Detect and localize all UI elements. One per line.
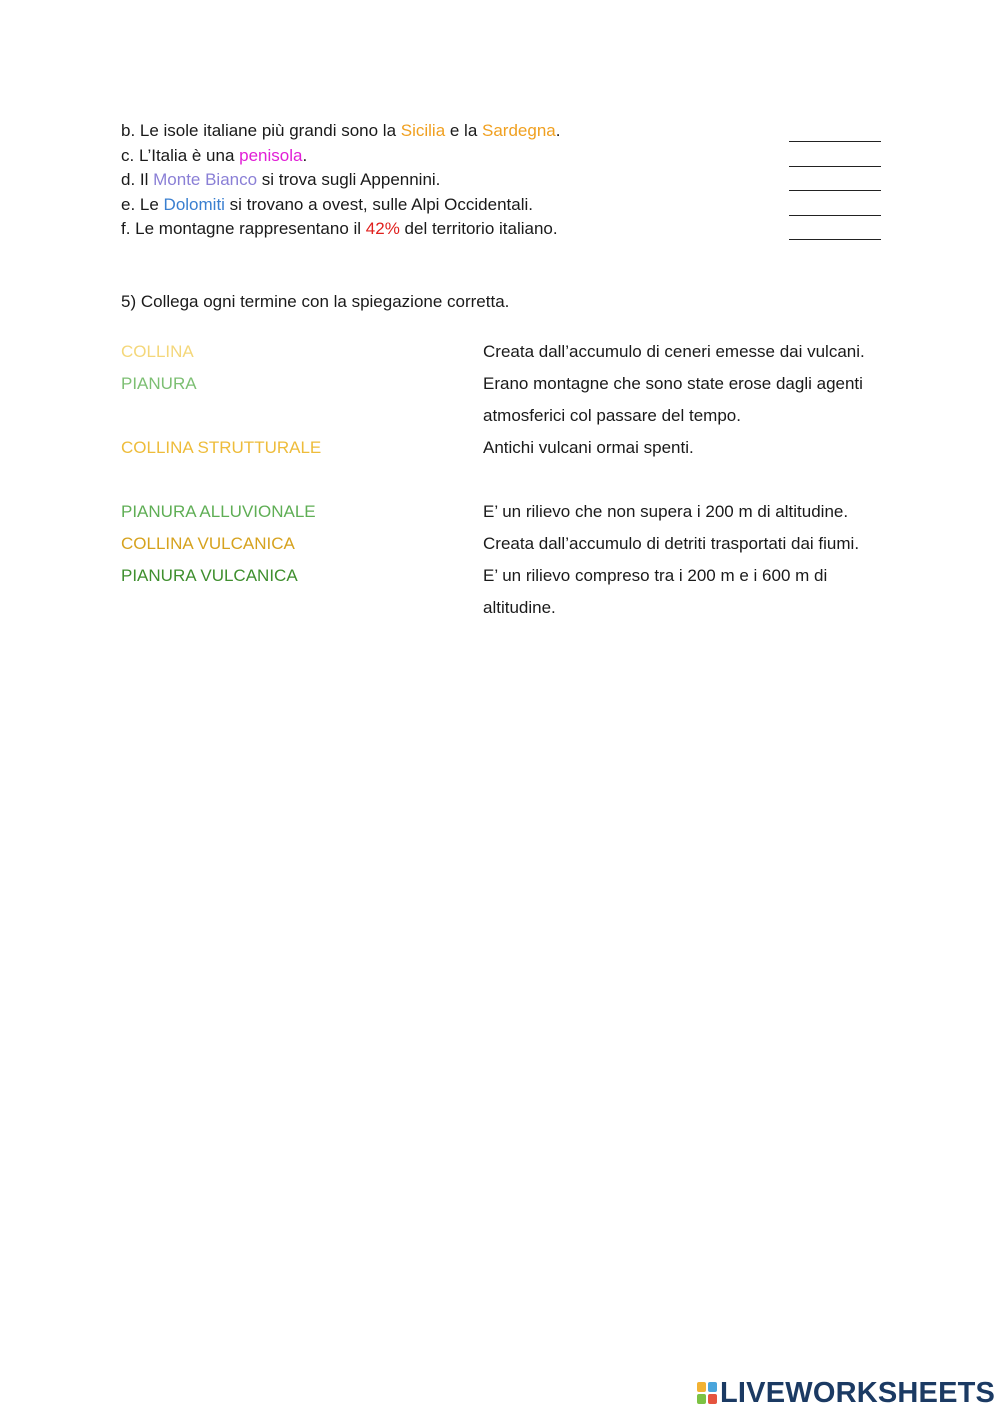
brand-name: LIVEWORKSHEETS xyxy=(720,1376,996,1409)
term-pianura[interactable]: PIANURA xyxy=(121,374,197,393)
definition-6[interactable]: E’ un rilievo compreso tra i 200 m e i 600 m di altitudine. xyxy=(483,566,828,617)
matching-row xyxy=(121,496,881,528)
true-false-list xyxy=(121,119,881,242)
matching-row xyxy=(121,560,881,624)
statement-f: f. Le montagne rappresentano il 42% del territorio italiano. xyxy=(121,217,881,242)
answer-blank-d[interactable] xyxy=(789,172,881,191)
keyword-monte-bianco: Monte Bianco xyxy=(153,170,258,189)
answer-blank-e[interactable] xyxy=(789,197,881,216)
term-collina-vulcanica[interactable]: COLLINA VULCANICA xyxy=(121,534,295,553)
matching-row xyxy=(121,432,881,496)
keyword-sicilia: Sicilia xyxy=(400,121,446,140)
statement-e: e. Le Dolomiti si trovano a ovest, sulle Alpi Occidentali. xyxy=(121,193,881,218)
matching-row xyxy=(121,368,881,432)
liveworksheets-logo-icon xyxy=(697,1382,717,1404)
matching-table xyxy=(121,336,881,624)
term-collina[interactable]: COLLINA xyxy=(121,342,194,361)
definition-4[interactable]: E’ un rilievo che non supera i 200 m di altitudine. xyxy=(483,502,849,521)
statement-b: b. Le isole italiane più grandi sono la Sicilia e la Sardegna. xyxy=(121,119,881,144)
statement-d: d. Il Monte Bianco si trova sugli Appennini. xyxy=(121,168,881,193)
term-pianura-vulcanica[interactable]: PIANURA VULCANICA xyxy=(121,566,298,585)
keyword-42-percent: 42% xyxy=(365,219,400,238)
answer-blank-f[interactable] xyxy=(789,221,881,240)
exercise-5-title: 5) Collega ogni termine con la spiegazione corretta. xyxy=(121,292,510,311)
definition-3[interactable]: Antichi vulcani ormai spenti. xyxy=(483,438,694,457)
statement-c: c. L’Italia è una penisola. xyxy=(121,144,881,169)
definition-1[interactable]: Creata dall’accumulo di ceneri emesse dai vulcani. xyxy=(483,342,865,361)
matching-row xyxy=(121,528,881,560)
term-collina-strutturale[interactable]: COLLINA STRUTTURALE xyxy=(121,438,322,457)
liveworksheets-logo xyxy=(697,1376,995,1410)
keyword-penisola: penisola xyxy=(239,145,303,165)
matching-row xyxy=(121,336,881,368)
term-pianura-alluvionale[interactable]: PIANURA ALLUVIONALE xyxy=(121,502,316,521)
definition-2[interactable]: Erano montagne che sono state erose dagli agenti atmosferici col passare del tempo. xyxy=(483,374,863,425)
keyword-sardegna: Sardegna xyxy=(482,121,556,140)
keyword-dolomiti: Dolomiti xyxy=(163,194,225,214)
answer-blank-b[interactable] xyxy=(789,123,881,142)
definition-5[interactable]: Creata dall’accumulo di detriti trasportati dai fiumi. xyxy=(483,534,860,553)
answer-blank-c[interactable] xyxy=(789,148,881,167)
